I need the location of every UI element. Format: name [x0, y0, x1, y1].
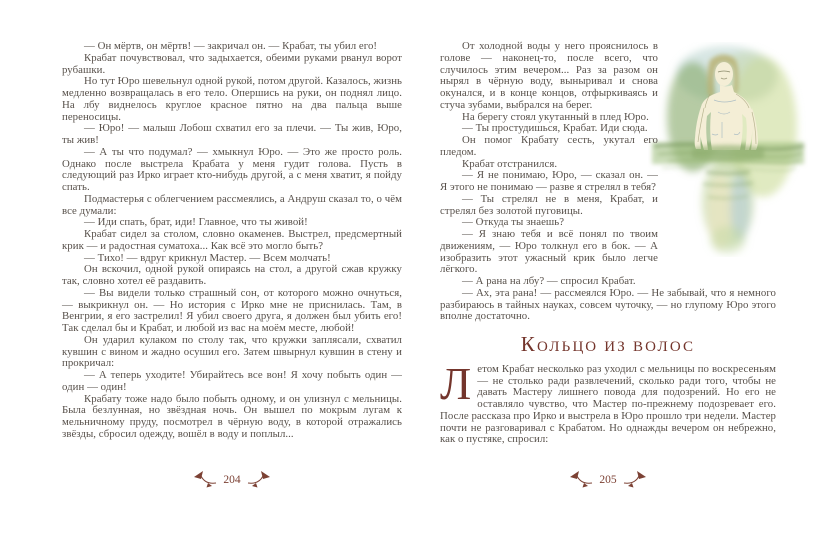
ornament-right-icon: [246, 471, 270, 488]
left-page-text: [62, 41, 402, 441]
paragraph: Он ударил кулаком по столу так, что кружки заплясали, схватил кувшин с вином и жадно осушил его. Затем швырнул кувшин в стену и прокричал:: [62, 333, 402, 370]
chapter-opening-paragraph: [440, 357, 776, 446]
paragraph: Крабат почувствовал, что задыхается, обеими руками рванул ворот рубашки.: [62, 51, 402, 76]
paragraph: — Ах, эта рана! — рассмеялся Юро. — Не забывай, что я немного разбираюсь в тайных науках, совсем чуточку, — но глупому Юро этого вполне достаточно.: [440, 286, 776, 323]
ornament-right-icon: [622, 471, 646, 488]
illustration-text-wrap-spacer: [664, 41, 776, 265]
paragraph: — А ты что подумал? — хмыкнул Юро. — Это же просто роль. Однако после выстрела Крабата у меня гудит голова. Пусть в следующий раз Ирко играет кто-нибудь другой, а с меня хватит, я пойду спать.: [62, 145, 402, 193]
left-page-number: 204: [223, 473, 241, 486]
chapter-title: КОЛЬЦО ИЗ ВОЛОС: [520, 332, 696, 356]
paragraph: — Он мёртв, он мёртв! — закричал он. — Крабат, ты убил его!: [84, 40, 378, 52]
paragraph: — Я знаю тебя и всё понял по твоим движениям, — Юро толкнул его в бок. — А изобразить этот ужасный крик было легче лёгкого.: [440, 228, 658, 276]
paragraph: — Вы видели только страшный сон, от которого можно очнуться, — выкрикнул он. — Но история с Ирко мне не приснилась. Там, в Венгрии, я его застрелил! Я убил своего друга, я должен был убить его! Так сделал бы и Крабат, и любой из вас на моём месте, любой!: [62, 286, 402, 334]
paragraph: — А рана на лбу? — спросил Крабат.: [462, 275, 636, 287]
left-page-footer: [62, 471, 402, 488]
paragraph: Но тут Юро шевельнул одной рукой, потом другой. Казалось, жизнь медленно возвращалась в его тело. Опершись на руки, он поднял лицо. На лбу виднелось круглое красное пятно на два пальца выше переносицы.: [62, 75, 402, 123]
paragraph: — Я не понимаю, Юро, — сказал он. — Я этого не понимаю — разве я стрелял в тебя?: [440, 169, 658, 193]
dropcap-letter: Л: [440, 357, 472, 409]
paragraph: Крабат отстранился.: [462, 157, 558, 170]
ornament-left-icon: [194, 471, 218, 488]
ornament-left-icon: [570, 471, 594, 488]
paragraph: Подмастерья с облегчением рассмеялись, а Андруш сказал то, о чём все думали:: [62, 192, 402, 217]
paragraph: — Юро! — малыш Лобош схватил его за плечи. — Ты жив, Юро, ты жив!: [62, 122, 402, 146]
paragraph: Он помог Крабату сесть, укутал его пледом.: [440, 134, 658, 158]
paragraph: Крабату тоже надо было побыть одному, и он улизнул с мельницы. Была безлунная, но звёздная ночь. Он вышел по мокрым лугам к мельничному пруду, посмотрел в чёрную воду, в которой отражались звёзды, сбросил одежду, вошёл в воду и поплыл...: [62, 392, 402, 440]
paragraph: — Откуда ты знаешь?: [462, 216, 565, 229]
right-page-footer: [440, 471, 776, 488]
paragraph: Крабат сидел за столом, словно окаменев. Выстрел, предсмертный крик — и радостная суматоха... Как всё это могло быть?: [62, 228, 402, 252]
right-page-number: 205: [599, 473, 617, 486]
paragraph: — Иди спать, брат, иди! Главное, что ты живой!: [84, 216, 308, 229]
paragraph: Он вскочил, одной рукой опираясь на стол, а другой сжав кружку так, словно хотел её раздавить.: [62, 263, 402, 287]
paragraph: — Тихо! — вдруг крикнул Мастер. — Всем молчать!: [84, 251, 331, 264]
right-page-text: [440, 41, 776, 446]
paragraph: На берегу стоял укутанный в плед Юро.: [462, 110, 649, 123]
chapter-opening-text: етом Крабат несколько раз уходил с мельницы по воскресеньям — не столько ради развлечений, сколько ради того, чтобы не давать Мастеру лишнего повода для подозрений. Но его не оставляло чувство, что Мастер по-прежнему подозревает его. После рассказа про Ирко и выстрела в Юро прошло три недели. Мастер почти не разговаривал с Крабатом. Но однажды вечером он небрежно, как о пустяке, спросил:: [440, 362, 776, 446]
paragraph: — Ты простудишься, Крабат. Иди сюда.: [462, 122, 648, 135]
paragraph: От холодной воды у него прояснилось в голове — наконец-то, после всего, что случилось этим вечером... Раз за разом он нырял в чёрную воду, выныривал и снова окунался, и в конце концов, отфыркиваясь и стуча зубами, выбрался на берег.: [440, 40, 658, 111]
paragraph: — А теперь уходите! Убирайтесь все вон! Я хочу побыть один — один — один!: [62, 369, 402, 393]
paragraph: — Ты стрелял не в меня, Крабат, и стрелял без золотой пуговицы.: [440, 192, 658, 217]
